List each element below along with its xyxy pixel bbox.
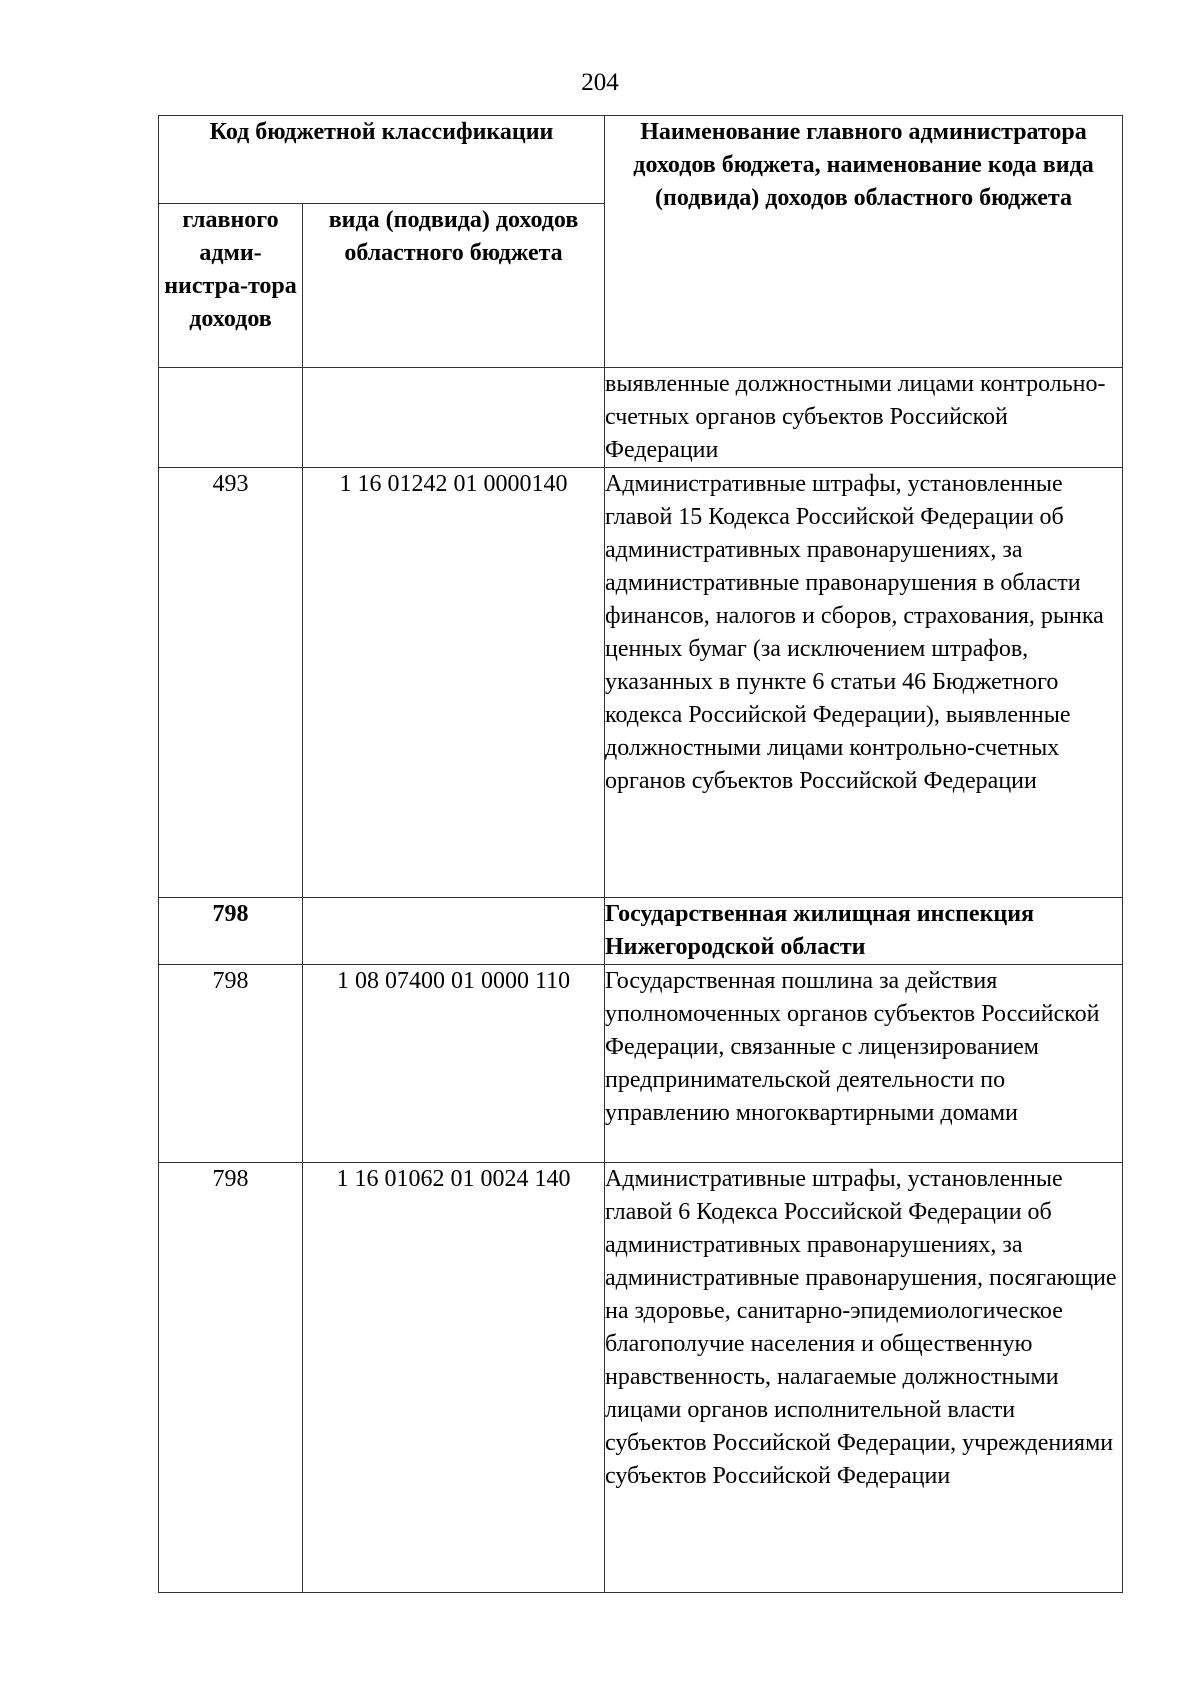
- table-row: [159, 965, 1123, 1163]
- administrator-name-cell: Государственная жилищная инспекция Нижегородской области: [605, 898, 1123, 965]
- admin-code-cell: 798: [159, 1163, 303, 1593]
- table-row-administrator: [159, 898, 1123, 965]
- income-code-cell: [303, 898, 605, 965]
- income-code-cell: [303, 368, 605, 468]
- table-row: [159, 368, 1123, 468]
- header-name-column: Наименование главного администратора доходов бюджета, наименование кода вида (подвида) доходов областного бюджета: [605, 116, 1123, 368]
- income-code-cell: 1 16 01062 01 0024 140: [303, 1163, 605, 1593]
- table-row: [159, 468, 1123, 898]
- header-row-top: [159, 116, 1123, 204]
- income-name-cell: выявленные должностными лицами контрольно-счетных органов субъектов Российской Федерации: [605, 368, 1123, 468]
- income-code-cell: 1 08 07400 01 0000 110: [303, 965, 605, 1163]
- table-row: [159, 1163, 1123, 1593]
- table-header: [159, 116, 1123, 368]
- income-code-cell: 1 16 01242 01 0000140: [303, 468, 605, 898]
- admin-code-cell: 493: [159, 468, 303, 898]
- admin-code-cell: 798: [159, 965, 303, 1163]
- income-name-cell: Государственная пошлина за действия уполномоченных органов субъектов Российской Федерации, связанные с лицензированием предпринимательской деятельности по управлению многоквартирными домами: [605, 965, 1123, 1163]
- header-admin-column: главного адми-нистра-тора доходов: [159, 204, 303, 368]
- income-name-cell: Административные штрафы, установленные главой 15 Кодекса Российской Федерации об административных правонарушениях, за административные правонарушения в области финансов, налогов и сборов, страхования, рынка ценных бумаг (за исключением штрафов, указанных в пункте 6 статьи 46 Бюджетного кодекса Российской Федерации), выявленные должностными лицами контрольно-счетных органов субъектов Российской Федерации: [605, 468, 1123, 898]
- admin-code-cell: [159, 368, 303, 468]
- admin-code-cell: 798: [159, 898, 303, 965]
- header-kind-column: вида (подвида) доходов областного бюджета: [303, 204, 605, 368]
- page-number: 204: [581, 69, 619, 96]
- header-budget-code-group: Код бюджетной классификации: [159, 116, 605, 204]
- income-name-cell: Административные штрафы, установленные главой 6 Кодекса Российской Федерации об административных правонарушениях, за административные правонарушения, посягающие на здоровье, санитарно-эпидемиологическое благополучие населения и общественную нравственность, налагаемые должностными лицами органов исполнительной власти субъектов Российской Федерации, учреждениями субъектов Российской Федерации: [605, 1163, 1123, 1593]
- budget-classification-table: [158, 115, 1123, 1593]
